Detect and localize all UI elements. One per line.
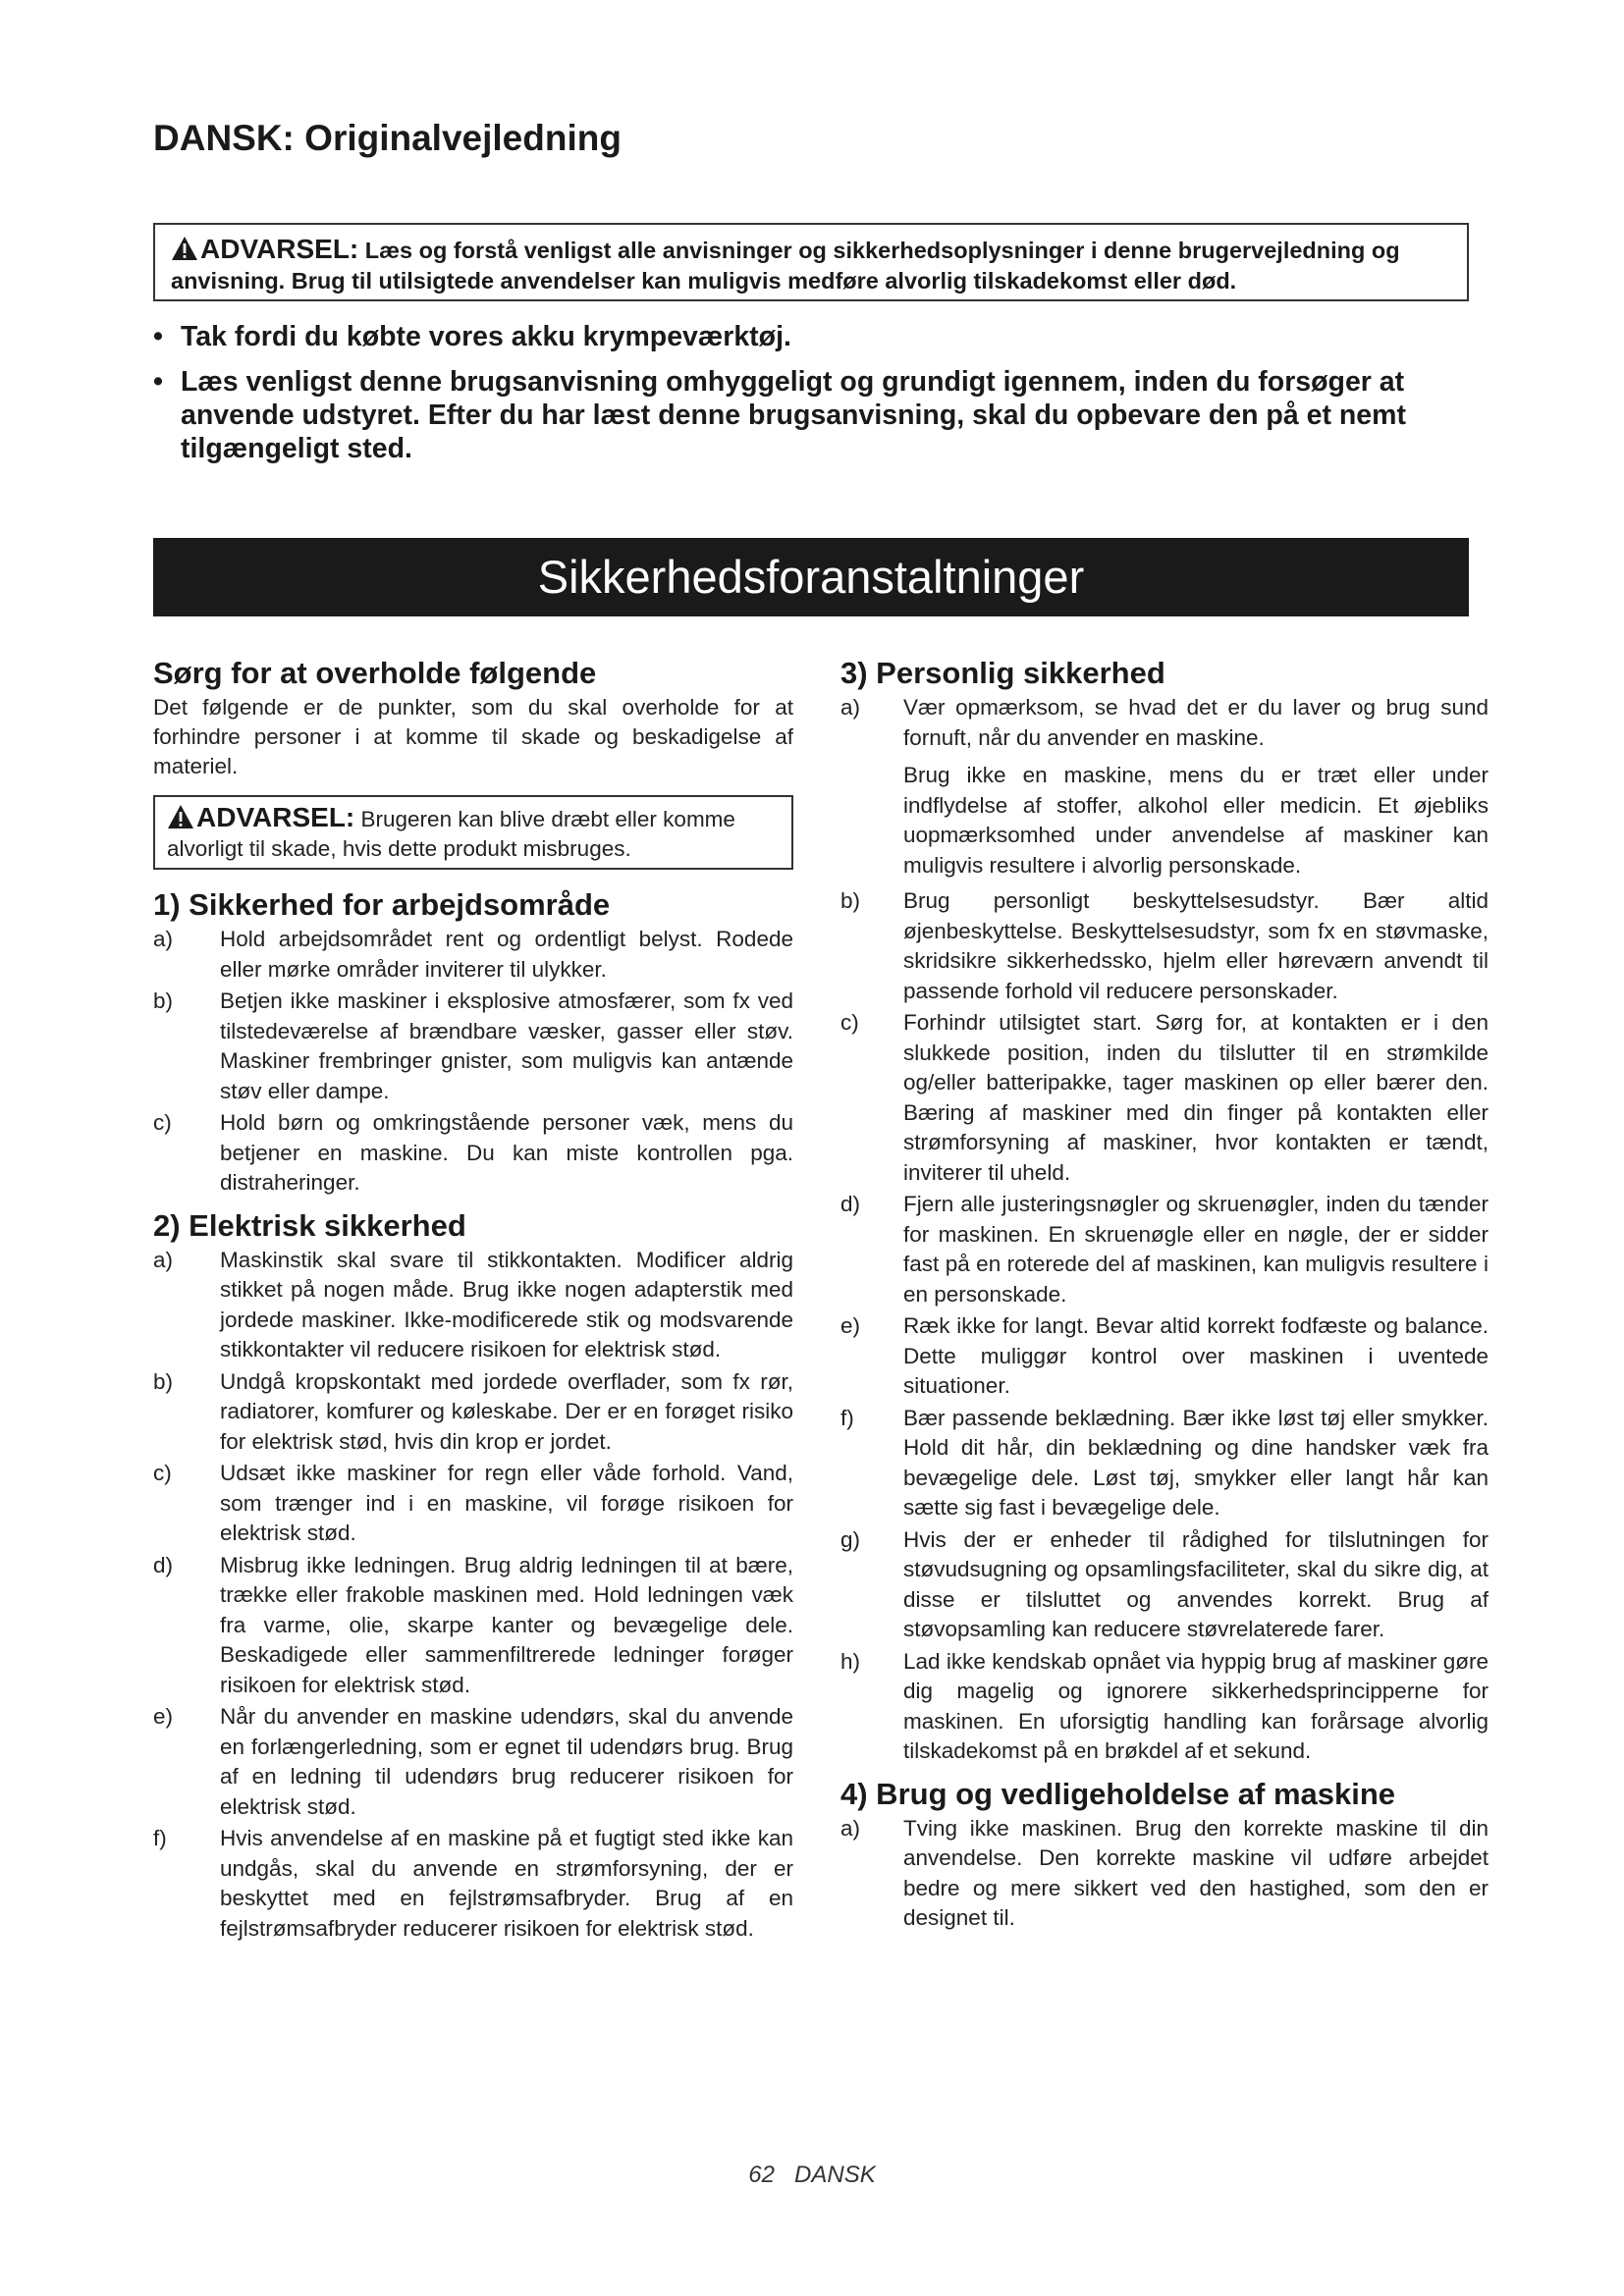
list-item-text: Maskinstik skal svare til stikkontakten. Modificer aldrig stikket på nogen måde. Brug ikke nogen adapterstik med jordede maskiner. Ikke-modificerede stik og modsvarende stikkontakter vil reducere risikoen for elektrisk stød. [220,1247,793,1362]
list-item [153,1551,793,1701]
section-heading: 3) Personlig sikkerhed [840,656,1165,690]
page-title: DANSK: Originalvejledning [153,118,622,158]
list-marker: c) [153,1110,172,1135]
section-heading: 4) Brug og vedligeholdelse af maskine [840,1776,1396,1811]
list-item [153,1246,793,1365]
warning-text: Brugeren kan blive dræbt eller komme alvorligt til skade, hvis dette produkt misbruges. [167,807,735,861]
warning-triangle-icon [167,804,194,829]
electric-safety-list [153,1246,793,1945]
page-number: 62 [748,2162,775,2188]
list-item-text: Hold arbejdsområdet rent og ordentligt belyst. Rodede eller mørke områder inviterer til ulykker. [220,927,793,982]
personal-safety-list-cont [840,886,1489,1767]
list-item-text: Hold børn og omkringstående personer væk, mens du betjener en maskine. Du kan miste kontrollen pga. distraheringer. [220,1110,793,1195]
list-item [840,1190,1489,1309]
intro-item: • Tak fordi du købte vores akku krympeværktøj. [153,320,1479,353]
warning-triangle-icon [171,236,198,261]
page-footer [0,2162,1624,2189]
list-marker: d) [840,1192,861,1216]
warning-label: ADVARSEL: [196,802,355,832]
list-item-text: Brug personligt beskyttelsesudstyr. Bær altid øjenbeskyttelse. Beskyttelsesudstyr, som fx en støvmaske, skridsikre sikkerhedssko, hjelm eller høreværn anvendt til passende forhold vil reducere personskader. [903,888,1489,1003]
list-item-text: Undgå kropskontakt med jordede overflader, som fx rør, radiatorer, komfurer og køleskabe. Der er en forøget risiko for elektrisk stød, hvis din krop er jordet. [220,1368,793,1454]
warning-label: ADVARSEL: [200,234,359,264]
list-item-text: Lad ikke kendskab opnået via hyppig brug af maskiner gøre dig magelig og ignorere sikkerhedsprincipperne for maskinen. En uforsigtig handling kan forårsage alvorlig tilskadekomst på en brøkdel af et sekund. [903,1648,1489,1763]
list-item [153,1702,793,1822]
list-marker: f) [840,1405,854,1430]
list-marker: b) [153,1368,174,1394]
list-item [840,1814,1489,1934]
list-marker: c) [840,1010,859,1035]
section-banner: Sikkerhedsforanstaltninger [153,538,1469,616]
tool-use-list [840,1814,1489,1934]
list-item-text: Udsæt ikke maskiner for regn eller våde forhold. Vand, som trænger ind i en maskine, vil forøge risikoen for elektrisk stød. [220,1461,793,1545]
top-warning-box [153,223,1469,301]
list-item [153,1459,793,1549]
left-column [153,656,793,1953]
intro-item: • Læs venligst denne brugsanvisning omhyggeligt og grundigt igennem, inden du forsøger at anvende udstyret. Efter du har læst denne brugsanvisning, skal du opbevare den på et nemt tilgængeligt sted. [153,365,1479,465]
list-item [840,886,1489,1006]
list-marker: a) [840,1815,861,1841]
list-item [840,1008,1489,1188]
list-marker: e) [153,1704,174,1729]
section-intro-text: Det følgende er de punkter, som du skal overholde for at forhindre personer i at komme til skade og beskadigelse af materiel. [153,695,793,778]
list-item [840,1647,1489,1767]
list-marker: a) [153,927,174,951]
intro-list [153,320,1479,477]
work-area-list [153,925,793,1199]
right-column [840,656,1489,1944]
list-item-text: Hvis der er enheder til rådighed for tilslutningen for støvudsugning og opsamlingsfaciliteter, skal du sikre dig, at disse er tilsluttet og anvendes korrekt. Brug af støvopsamling kan reducere støvrelaterede farer. [903,1526,1489,1641]
section-heading: 1) Sikkerhed for arbejdsområde [153,887,611,922]
list-item-text: Ræk ikke for langt. Bevar altid korrekt fodfæste og balance. Dette muliggør kontrol over maskinen i uventede situationer. [903,1313,1489,1398]
list-item-text: Hvis anvendelse af en maskine på et fugtigt sted ikke kan undgås, skal du anvende en strømforsyning, der er beskyttet med en fejlstrømsafbryder. Brug af en fejlstrømsafbryder reducerer risikoen for elektrisk stød. [220,1826,793,1941]
list-marker: e) [840,1313,861,1338]
list-item [840,1404,1489,1523]
list-marker: h) [840,1648,861,1674]
list-item-text: Vær opmærksom, se hvad det er du laver og brug sund fornuft, når du anvender en maskine. [903,695,1489,750]
list-item [153,1824,793,1944]
personal-safety-list [840,693,1489,753]
list-item [840,693,1489,753]
list-marker: c) [153,1461,172,1485]
list-item-text: Bær passende beklædning. Bær ikke løst tøj eller smykker. Hold dit hår, din beklædning og dine handsker væk fra bevægelige dele. Løst tøj, smykker eller langt hår kan sætte sig fast i bevægelige dele. [903,1405,1489,1520]
list-marker: f) [153,1826,167,1850]
list-item-text: Betjen ikke maskiner i eksplosive atmosfærer, som fx ved tilstedeværelse af brændbare væsker, gasser eller støv. Maskiner frembringer gnister, som muligvis kan antænde støv eller dampe. [220,988,793,1103]
personal-safety-note: Brug ikke en maskine, mens du er træt eller under indflydelse af stoffer, alkohol eller medicin. Et øjebliks uopmærksomhed under anvendelse af maskiner kan muligvis resultere i alvorlig personskade. [903,763,1489,878]
list-item [153,1367,793,1458]
list-item [153,1108,793,1199]
list-marker: a) [840,695,861,720]
list-item-text: Tving ikke maskinen. Brug den korrekte maskine til din anvendelse. Den korrekte maskine vil udføre arbejdet bedre og mere sikkert ved den hastighed, som den er designet til. [903,1815,1489,1930]
section-heading: Sørg for at overholde følgende [153,656,597,690]
list-item [153,925,793,985]
list-item [153,987,793,1106]
list-marker: g) [840,1526,861,1552]
list-item [840,1525,1489,1645]
list-marker: d) [153,1552,174,1577]
inline-warning-box [153,795,793,870]
section-heading: 2) Elektrisk sikkerhed [153,1207,466,1243]
list-marker: b) [840,888,861,913]
footer-language: DANSK [794,2162,876,2188]
warning-text: Læs og forstå venligst alle anvisninger og sikkerhedsoplysninger i denne brugervejledning og anvisning. Brug til utilsigtede anvendelser kan muligvis medføre alvorlig tilskadekomst eller død. [171,238,1400,294]
list-item-text: Når du anvender en maskine udendørs, skal du anvende en forlængerledning, som er egnet til udendørs brug. Brug af en ledning til udendørs brug reducerer risikoen for elektrisk stød. [220,1704,793,1819]
list-item-text: Fjern alle justeringsnøgler og skruenøgler, inden du tænder for maskinen. En skruenøgle eller en nøgle, der er sidder fast på en roterede del af maskinen, kan muligvis resultere i en personskade. [903,1192,1489,1307]
list-marker: a) [153,1247,174,1272]
list-item [840,1311,1489,1402]
list-marker: b) [153,988,174,1013]
list-item-text: Forhindr utilsigtet start. Sørg for, at kontakten er i den slukkede position, inden du tilslutter til en strømkilde og/eller batteripakke, tager maskinen op eller bærer den. Bæring af maskiner med din finger på kontakten eller strømforsyning af maskiner, hvor kontakten er tændt, inviterer til uheld. [903,1010,1489,1185]
list-item-text: Misbrug ikke ledningen. Brug aldrig ledningen til at bære, trække eller frakoble maskinen med. Hold ledningen væk fra varme, olie, skarpe kanter og bevægelige dele. Beskadigede eller sammenfiltrerede ledninger forøger risikoen for elektrisk stød. [220,1552,793,1697]
